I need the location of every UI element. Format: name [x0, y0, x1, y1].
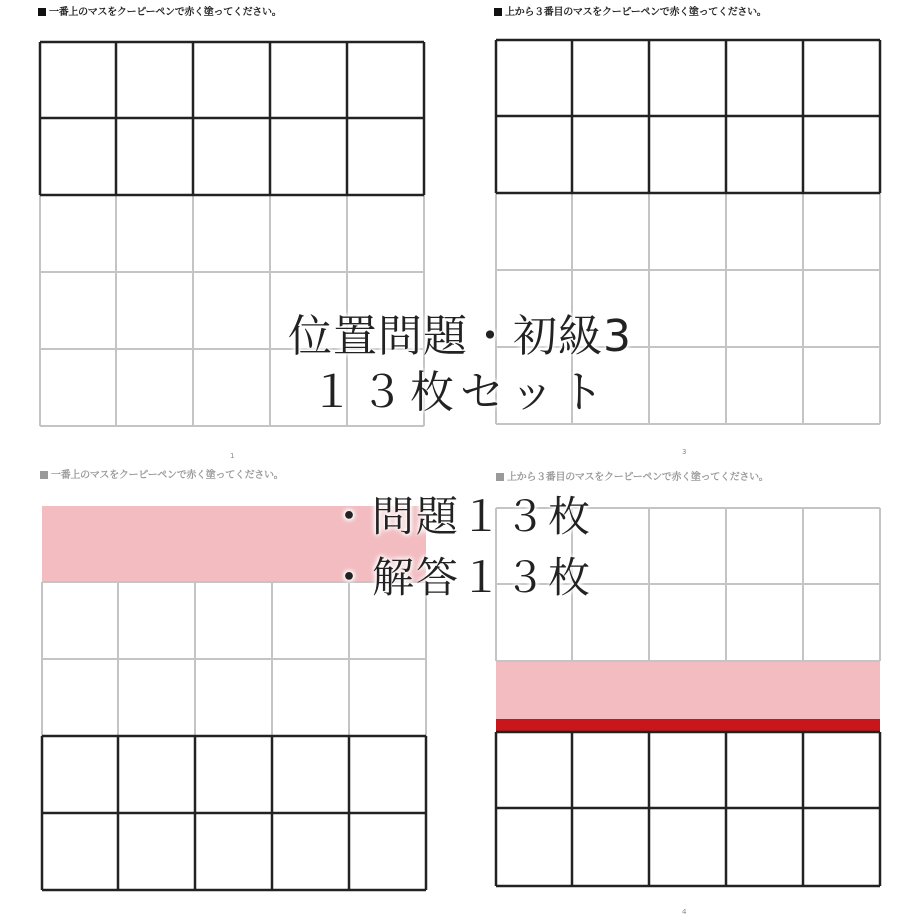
instruction-text: 一番上のマスをクーピーペンで赤く塗ってください。 — [38, 3, 281, 18]
page-number: 3 — [682, 448, 687, 456]
overlay-bullet-answers: ・解答１３枚 — [327, 553, 592, 602]
page-number: 4 — [682, 908, 687, 916]
page-number: 1 — [230, 452, 235, 460]
bullet-square-icon — [40, 471, 48, 479]
instruction-text: 上から３番目のマスをクーピーペンで赤く塗ってください。 — [496, 468, 769, 483]
overlay-subtitle: １３枚セット — [310, 367, 610, 418]
instruction-text: 上から３番目のマスをクーピーペンで赤く塗ってください。 — [494, 3, 767, 18]
bullet-square-icon — [496, 473, 504, 481]
grid-dark-lines — [496, 732, 880, 886]
grid-dark-lines — [496, 40, 880, 193]
overlay-bullet-problems: ・問題１３枚 — [327, 492, 592, 541]
bullet-square-icon — [38, 8, 46, 16]
grid-light-lines — [42, 582, 426, 736]
grid-dark-lines — [40, 42, 424, 195]
answer-red-line — [496, 719, 880, 731]
grid-dark-lines — [42, 736, 426, 890]
answer-highlight-row — [496, 661, 880, 724]
bullet-square-icon — [494, 8, 502, 16]
overlay-title: 位置問題・初級3 — [288, 311, 632, 362]
instruction-text: 一番上のマスをクーピーペンで赤く塗ってください。 — [40, 466, 283, 481]
